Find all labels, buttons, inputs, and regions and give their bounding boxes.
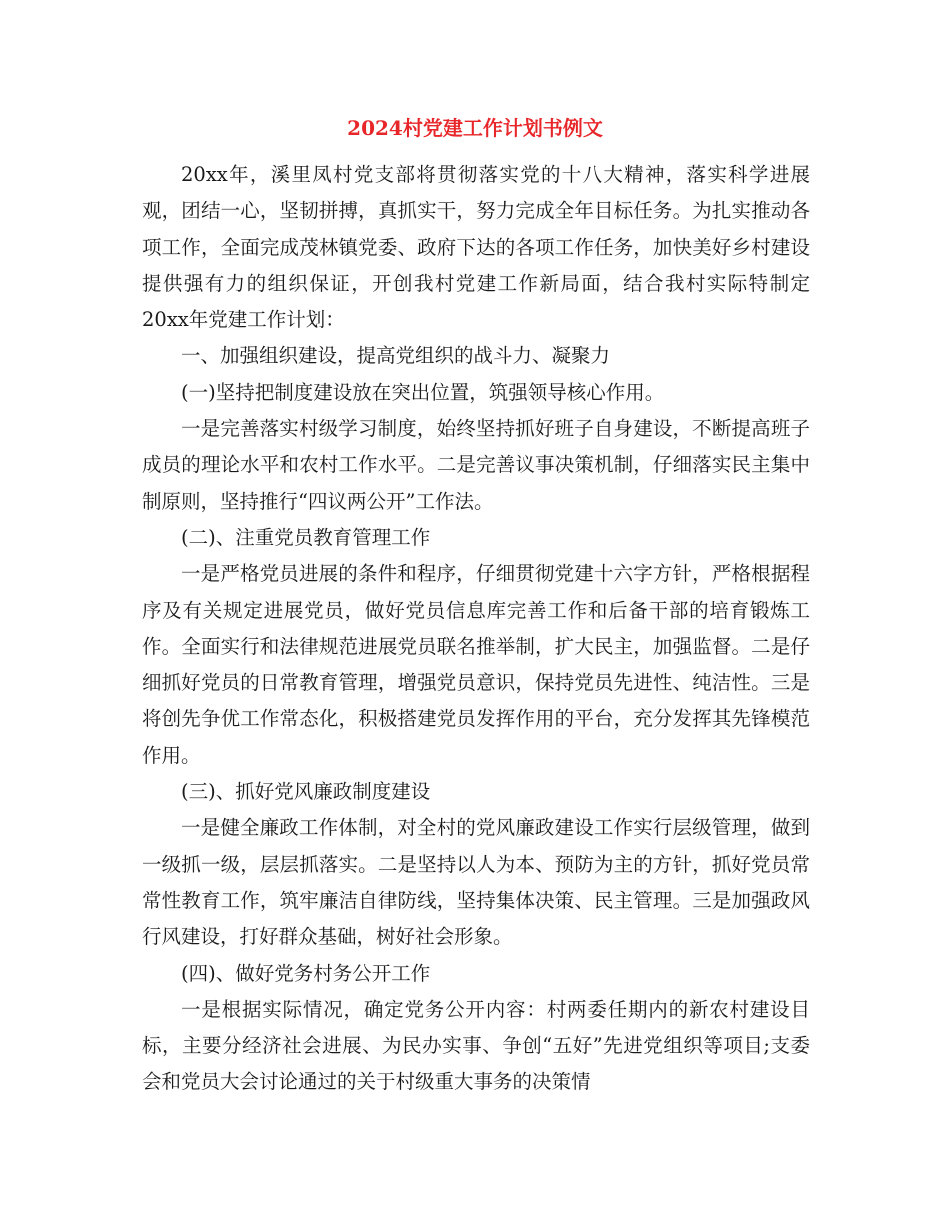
section-heading-1: 一、加强组织建设，提高党组织的战斗力、凝聚力 — [181, 344, 611, 368]
document-title: 2024村党建工作计划书例文 — [347, 116, 603, 140]
subsection-heading-4: (四)、做好党务村务公开工作 — [181, 961, 431, 985]
subsection-heading-1: (一)坚持把制度建设放在突出位置，筑强领导核心作用。 — [181, 380, 665, 404]
paragraph-intro: 20xx年，溪里凤村党支部将贯彻落实党的十八大精神，落实科学进展观，团结一心，坚韧拼搏，真抓实干，努力完成全年目标任务。为扎实推动各项工作，全面完成茂林镇党委、政府下达的各项工作任务，加快美好乡村建设提供强有力的组织保证，开创我村党建工作新局面，结合我村实际特制定20xx年党建工作计划： — [142, 163, 810, 332]
paragraph-1: 一是完善落实村级学习制度，始终坚持抓好班子自身建设，不断提高班子成员的理论水平和农村工作水平。二是完善议事决策机制，仔细落实民主集中制原则，坚持推行“四议两公开”工作法。 — [142, 417, 810, 513]
document-body — [142, 157, 810, 1101]
paragraph-2: 一是严格党员进展的条件和程序，仔细贯彻党建十六字方针，严格根据程序及有关规定进展党员，做好党员信息库完善工作和后备干部的培育锻炼工作。全面实行和法律规范进展党员联名推举制，扩大民主，加强监督。二是仔细抓好党员的日常教育管理，增强党员意识，保持党员先进性、纯洁性。三是将创先争优工作常态化，积极搭建党员发挥作用的平台，充分发挥其先锋模范作用。 — [142, 562, 810, 767]
subsection-heading-2: (二)、注重党员教育管理工作 — [181, 525, 431, 549]
subsection-heading-3: (三)、抓好党风廉政制度建设 — [181, 780, 431, 804]
paragraph-4: 一是根据实际情况，确定党务公开内容：村两委任期内的新农村建设目标，主要分经济社会进展、为民办实事、争创“五好”先进党组织等项目;支委会和党员大会讨论通过的关于村级重大事务的决策情 — [142, 997, 810, 1094]
paragraph-3: 一是健全廉政工作体制，对全村的党风廉政建设工作实行层级管理，做到一级抓一级，层层抓落实。二是坚持以人为本、预防为主的方针，抓好党员常常性教育工作，筑牢廉洁自律防线，坚持集体决策、民主管理。三是加强政风行风建设，打好群众基础，树好社会形象。 — [142, 816, 810, 949]
